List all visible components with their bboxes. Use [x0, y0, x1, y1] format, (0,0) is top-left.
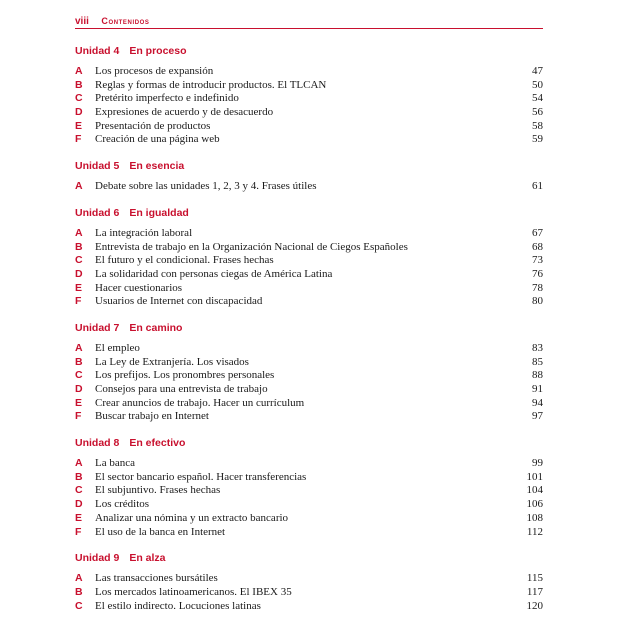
- entry-text: Usuarios de Internet con discapacidad: [95, 295, 263, 308]
- unit-section: [75, 159, 543, 194]
- entry-text: Buscar trabajo en Internet: [95, 410, 209, 423]
- toc-entry: [75, 241, 543, 255]
- unit-section: [75, 321, 543, 424]
- toc-entry: [75, 471, 543, 485]
- entry-letter: C: [75, 254, 83, 267]
- toc-entry: [75, 342, 543, 356]
- entry-text: Crear anuncios de trabajo. Hacer un currículum: [95, 396, 305, 409]
- entry-letter: A: [75, 341, 83, 354]
- toc-entry: [75, 526, 543, 540]
- entry-page: 76: [532, 267, 543, 280]
- unit-title: [75, 206, 543, 220]
- header-rule: [75, 28, 543, 29]
- toc-entry: [75, 254, 543, 268]
- toc-entry: [75, 227, 543, 241]
- toc-entry: [75, 120, 543, 134]
- entry-text: Los mercados latinoamericanos. El IBEX 35: [95, 585, 292, 598]
- toc-entry: [75, 572, 543, 586]
- entry-page: 115: [526, 572, 543, 585]
- page-number: viii: [75, 16, 89, 27]
- entry-page: 99: [532, 457, 543, 470]
- entry-letter: F: [75, 525, 82, 538]
- toc-entry: [75, 268, 543, 282]
- entry-letter: A: [75, 180, 83, 193]
- entry-text: El empleo: [95, 341, 140, 354]
- unit-section: [75, 44, 543, 147]
- unit-title: [75, 44, 543, 58]
- entry-page: 78: [532, 281, 543, 294]
- entry-text: Debate sobre las unidades 1, 2, 3 y 4. Frases útiles: [95, 180, 317, 193]
- entry-page: 54: [532, 92, 543, 105]
- unit-name: En esencia: [129, 160, 185, 173]
- entry-letter: D: [75, 106, 83, 119]
- entry-page: 97: [532, 410, 543, 423]
- entry-letter: C: [75, 599, 83, 612]
- toc-entry: [75, 92, 543, 106]
- unit-section: [75, 551, 543, 613]
- toc-entry: [75, 356, 543, 370]
- unit-title: [75, 159, 543, 173]
- unit-title: [75, 321, 543, 335]
- entry-letter: E: [75, 281, 83, 294]
- entry-letter: B: [75, 240, 83, 253]
- entry-text: La banca: [95, 457, 135, 470]
- entry-text: Las transacciones bursátiles: [95, 572, 218, 585]
- entry-letter: F: [75, 410, 82, 423]
- entry-page: 73: [532, 254, 543, 267]
- toc-entry: [75, 79, 543, 93]
- entry-text: El futuro y el condicional. Frases hechas: [95, 254, 274, 267]
- entry-text: Presentación de productos: [95, 119, 211, 132]
- entry-text: El sector bancario español. Hacer transferencias: [95, 470, 307, 483]
- entry-text: Consejos para una entrevista de trabajo: [95, 383, 268, 395]
- entry-text: El estilo indirecto. Locuciones latinas: [95, 599, 261, 612]
- entry-page: 80: [532, 295, 543, 308]
- entry-letter: E: [75, 396, 83, 409]
- unit-name: En efectivo: [129, 437, 186, 450]
- entry-letter: B: [75, 470, 83, 483]
- unit-number: Unidad 4: [75, 45, 120, 57]
- entry-text: Reglas y formas de introducir productos. El TLCAN: [95, 78, 327, 91]
- page-header: [75, 11, 543, 29]
- entry-page: 101: [526, 470, 543, 483]
- entry-letter: B: [75, 78, 83, 91]
- toc-entry: [75, 457, 543, 471]
- entry-letter: C: [75, 369, 83, 382]
- unit-name: En proceso: [129, 45, 187, 57]
- toc-entry: [75, 397, 543, 411]
- toc-entry: [75, 410, 543, 424]
- entry-page: 112: [526, 525, 543, 538]
- entry-page: 83: [532, 341, 543, 354]
- entry-letter: A: [75, 457, 83, 470]
- entry-page: 56: [532, 106, 543, 119]
- entry-letter: A: [75, 572, 83, 585]
- unit-title: [75, 436, 543, 450]
- entry-page: 68: [532, 240, 543, 253]
- toc-entry: [75, 65, 543, 79]
- unit-number: Unidad 9: [75, 552, 120, 565]
- unit-number: Unidad 5: [75, 160, 120, 173]
- unit-number: Unidad 6: [75, 206, 120, 219]
- entry-letter: D: [75, 498, 83, 511]
- entry-page: 91: [532, 383, 543, 395]
- entry-letter: B: [75, 355, 83, 368]
- toc-entry: [75, 600, 543, 614]
- entry-letter: E: [75, 511, 83, 524]
- entry-page: 104: [526, 484, 543, 497]
- unit-section: [75, 206, 543, 309]
- entry-page: 88: [532, 369, 543, 382]
- toc-entry: [75, 498, 543, 512]
- entry-text: La solidaridad con personas ciegas de América Latina: [95, 267, 333, 280]
- entry-letter: B: [75, 585, 83, 598]
- entry-page: 94: [532, 396, 543, 409]
- entry-text: Los prefijos. Los pronombres personales: [95, 369, 275, 382]
- entry-text: El subjuntivo. Frases hechas: [95, 484, 221, 497]
- toc-entry: [75, 369, 543, 383]
- toc-entry: [75, 383, 543, 397]
- entry-text: Analizar una nómina y un extracto bancario: [95, 511, 289, 524]
- toc-entry: [75, 282, 543, 296]
- entry-page: 117: [526, 585, 543, 598]
- toc-entry: [75, 295, 543, 309]
- entry-letter: C: [75, 92, 83, 105]
- unit-name: En igualdad: [129, 206, 189, 219]
- entry-letter: F: [75, 295, 82, 308]
- toc-entry: [75, 512, 543, 526]
- entry-page: 120: [526, 599, 543, 612]
- toc-entry: [75, 586, 543, 600]
- toc-entry: [75, 180, 543, 194]
- unit-name: En alza: [129, 552, 166, 565]
- toc-entry: [75, 133, 543, 147]
- entry-text: Entrevista de trabajo en la Organización Nacional de Ciegos Españoles: [95, 240, 408, 253]
- unit-number: Unidad 8: [75, 437, 120, 450]
- entry-letter: D: [75, 267, 83, 280]
- entry-letter: A: [75, 65, 83, 77]
- toc-entry: [75, 106, 543, 120]
- page-title: Contenidos: [101, 16, 150, 26]
- unit-title: [75, 551, 543, 565]
- entry-text: Creación de una página web: [95, 133, 220, 146]
- entry-page: 106: [526, 498, 543, 511]
- entry-text: La integración laboral: [95, 226, 193, 239]
- entry-text: El uso de la banca en Internet: [95, 525, 226, 538]
- entry-letter: C: [75, 484, 83, 497]
- unit-section: [75, 436, 543, 539]
- toc-entry: [75, 484, 543, 498]
- entry-letter: E: [75, 119, 83, 132]
- entry-page: 108: [526, 511, 543, 524]
- entry-page: 85: [532, 355, 543, 368]
- entry-text: La Ley de Extranjería. Los visados: [95, 355, 249, 368]
- entry-letter: A: [75, 226, 83, 239]
- entry-page: 61: [532, 180, 543, 193]
- entry-text: Los procesos de expansión: [95, 65, 214, 77]
- entry-page: 67: [532, 226, 543, 239]
- entry-page: 59: [532, 133, 543, 146]
- table-of-contents: [75, 44, 543, 625]
- entry-page: 50: [532, 78, 543, 91]
- entry-letter: D: [75, 383, 83, 395]
- unit-number: Unidad 7: [75, 321, 120, 334]
- entry-text: Hacer cuestionarios: [95, 281, 183, 294]
- unit-name: En camino: [129, 321, 183, 334]
- entry-text: Los créditos: [95, 498, 150, 511]
- entry-letter: F: [75, 133, 82, 146]
- entry-text: Pretérito imperfecto e indefinido: [95, 92, 239, 105]
- entry-page: 58: [532, 119, 543, 132]
- entry-text: Expresiones de acuerdo y de desacuerdo: [95, 106, 274, 119]
- entry-page: 47: [532, 65, 543, 77]
